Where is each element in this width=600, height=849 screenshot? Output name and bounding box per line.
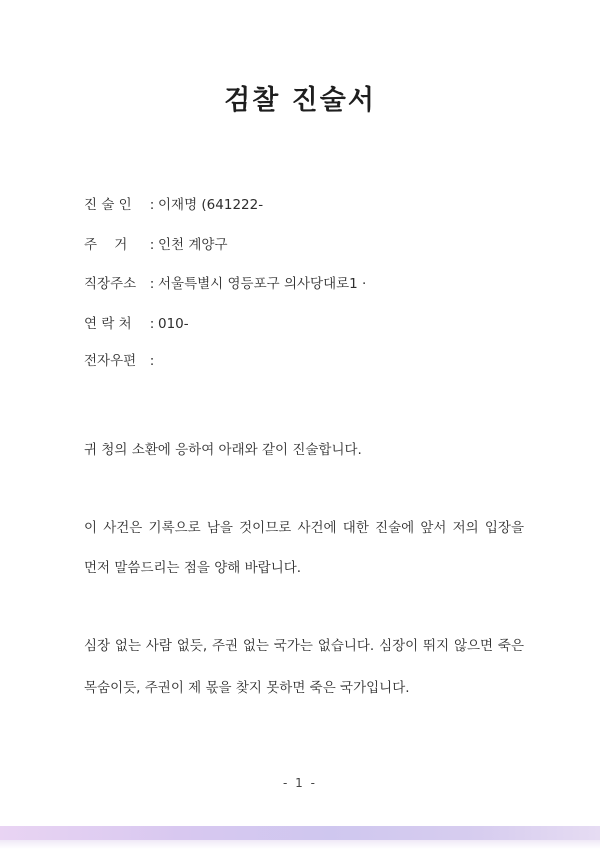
scan-edge-shadow: [0, 840, 600, 849]
paragraph-line: 먼저 말씀드리는 점을 양해 바랍니다.: [84, 560, 302, 576]
paragraph-line: 심장 없는 사람 없듯, 주권 없는 국가는 없습니다. 심장이 뛰지 않으면 죽은: [84, 638, 524, 654]
page-number: - 1 -: [283, 776, 317, 790]
info-colon: :: [149, 353, 155, 369]
info-value: 인천 계양구: [158, 237, 228, 253]
info-value: 서울특별시 영등포구 의사당대로1 ·: [158, 276, 367, 292]
paragraph-summons: 귀 청의 소환에 응하여 아래와 같이 진술합니다.: [84, 442, 362, 458]
info-value: 이재명 (641222-: [158, 197, 264, 213]
info-row-contact: [84, 312, 189, 332]
scan-edge-band: [0, 826, 600, 840]
paragraph-line: 목숨이듯, 주권이 제 몫을 찾지 못하면 죽은 국가입니다.: [84, 680, 410, 696]
info-colon: :: [149, 276, 155, 292]
info-label: 진 술 인: [84, 197, 132, 213]
info-label: 전자우편: [84, 353, 137, 369]
info-label: 직장주소: [84, 276, 137, 292]
info-colon: :: [149, 237, 155, 253]
info-label: 주 거: [84, 237, 128, 253]
info-row-workplace-address: [84, 272, 366, 292]
info-row-statement-person: [84, 193, 263, 213]
info-colon: :: [149, 316, 155, 332]
info-colon: :: [149, 197, 155, 213]
info-row-address: [84, 233, 228, 253]
info-label: 연 락 처: [84, 316, 132, 332]
info-row-email: [84, 349, 158, 369]
document-title: 검찰 진술서: [224, 85, 376, 116]
paragraph-line: 이 사건은 기록으로 남을 것이므로 사건에 대한 진술에 앞서 저의 입장을: [84, 520, 524, 536]
info-value: 010-: [158, 316, 189, 332]
